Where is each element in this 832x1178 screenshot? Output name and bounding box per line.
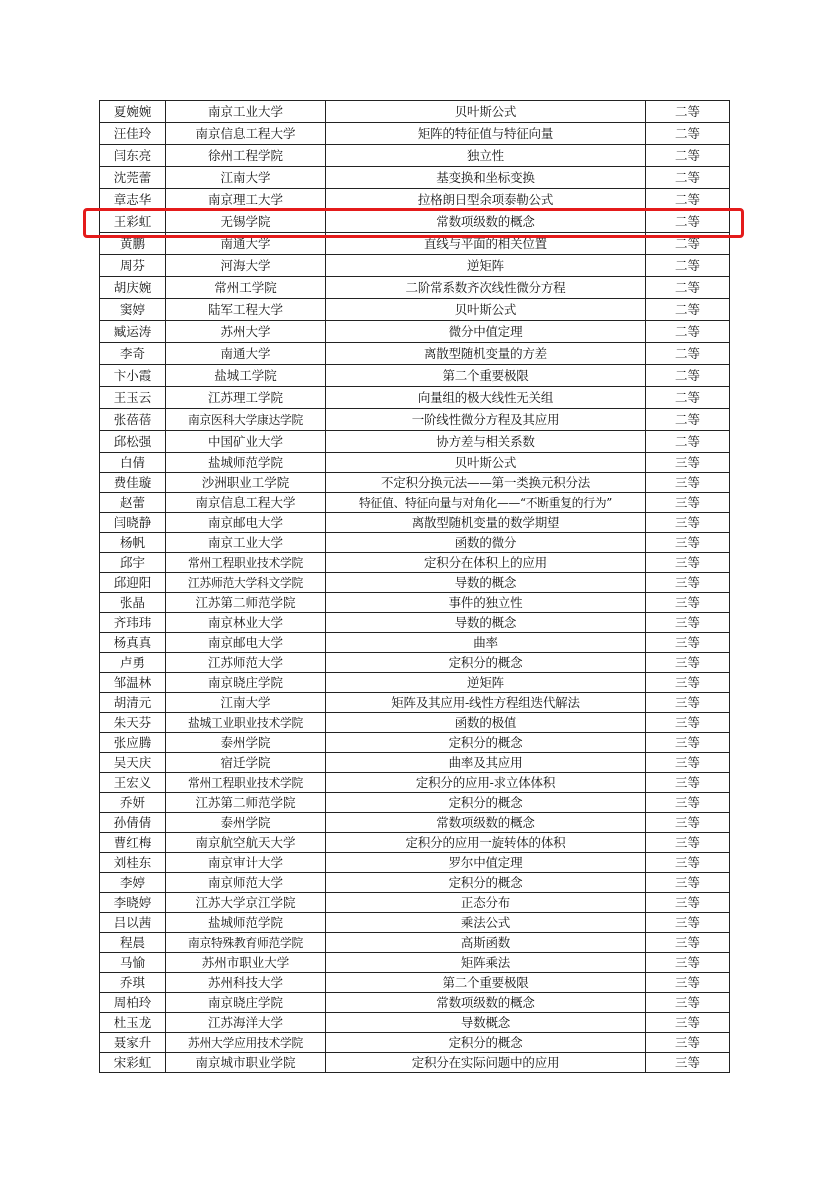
award-cell: 三等 — [646, 653, 730, 673]
school-cell: 江苏第二师范学院 — [166, 593, 326, 613]
name-cell: 闫东亮 — [100, 145, 166, 167]
name-cell: 程晨 — [100, 933, 166, 953]
school-cell: 南京信息工程大学 — [166, 493, 326, 513]
award-cell: 三等 — [646, 633, 730, 653]
school-cell: 苏州市职业大学 — [166, 953, 326, 973]
award-cell: 三等 — [646, 973, 730, 993]
school-cell: 南京晓庄学院 — [166, 993, 326, 1013]
topic-cell: 函数的微分 — [326, 533, 646, 553]
school-cell: 南通大学 — [166, 343, 326, 365]
award-cell: 三等 — [646, 673, 730, 693]
school-cell: 南京特殊教育师范学院 — [166, 933, 326, 953]
school-cell: 南京医科大学康达学院 — [166, 409, 326, 431]
table-row — [100, 913, 730, 933]
table-row — [100, 653, 730, 673]
table-row — [100, 365, 730, 387]
table-row — [100, 833, 730, 853]
award-cell: 三等 — [646, 753, 730, 773]
topic-cell: 基变换和坐标变换 — [326, 167, 646, 189]
table-row — [100, 387, 730, 409]
topic-cell: 定积分的概念 — [326, 653, 646, 673]
award-cell: 三等 — [646, 893, 730, 913]
table-row — [100, 973, 730, 993]
table-row — [100, 613, 730, 633]
school-cell: 河海大学 — [166, 255, 326, 277]
table-row — [100, 593, 730, 613]
topic-cell: 定积分的应用一旋转体的体积 — [326, 833, 646, 853]
topic-cell: 逆矩阵 — [326, 673, 646, 693]
award-cell: 二等 — [646, 365, 730, 387]
topic-cell: 向量组的极大线性无关组 — [326, 387, 646, 409]
name-cell: 杨真真 — [100, 633, 166, 653]
award-cell: 三等 — [646, 733, 730, 753]
topic-cell: 函数的极值 — [326, 713, 646, 733]
school-cell: 宿迁学院 — [166, 753, 326, 773]
name-cell: 李奇 — [100, 343, 166, 365]
table-row — [100, 753, 730, 773]
topic-cell: 矩阵及其应用-线性方程组迭代解法 — [326, 693, 646, 713]
name-cell: 邱迎阳 — [100, 573, 166, 593]
award-cell: 三等 — [646, 813, 730, 833]
award-cell: 三等 — [646, 773, 730, 793]
name-cell: 邱松强 — [100, 431, 166, 453]
school-cell: 泰州学院 — [166, 733, 326, 753]
award-cell: 二等 — [646, 233, 730, 255]
school-cell: 南京林业大学 — [166, 613, 326, 633]
award-results-table — [99, 100, 730, 1073]
table-row — [100, 343, 730, 365]
topic-cell: 导数概念 — [326, 1013, 646, 1033]
school-cell: 中国矿业大学 — [166, 431, 326, 453]
table-row — [100, 713, 730, 733]
award-cell: 三等 — [646, 533, 730, 553]
award-cell: 二等 — [646, 409, 730, 431]
table-row — [100, 123, 730, 145]
school-cell: 盐城师范学院 — [166, 453, 326, 473]
school-cell: 江苏海洋大学 — [166, 1013, 326, 1033]
name-cell: 宋彩虹 — [100, 1053, 166, 1073]
school-cell: 南京工业大学 — [166, 101, 326, 123]
name-cell: 胡清元 — [100, 693, 166, 713]
table-row — [100, 431, 730, 453]
school-cell: 盐城工学院 — [166, 365, 326, 387]
table-row — [100, 773, 730, 793]
table-row — [100, 321, 730, 343]
topic-cell: 一阶线性微分方程及其应用 — [326, 409, 646, 431]
topic-cell: 导数的概念 — [326, 613, 646, 633]
table-row — [100, 1013, 730, 1033]
table-row — [100, 167, 730, 189]
name-cell: 张应腾 — [100, 733, 166, 753]
award-cell: 三等 — [646, 693, 730, 713]
topic-cell: 协方差与相关系数 — [326, 431, 646, 453]
school-cell: 南京晓庄学院 — [166, 673, 326, 693]
award-cell: 三等 — [646, 713, 730, 733]
table-row — [100, 933, 730, 953]
table-row — [100, 145, 730, 167]
award-cell: 二等 — [646, 321, 730, 343]
school-cell: 无锡学院 — [166, 211, 326, 233]
award-cell: 三等 — [646, 953, 730, 973]
table-row — [100, 893, 730, 913]
name-cell: 王宏义 — [100, 773, 166, 793]
table-row — [100, 513, 730, 533]
school-cell: 江苏师范大学 — [166, 653, 326, 673]
topic-cell: 第二个重要极限 — [326, 365, 646, 387]
name-cell: 窦婷 — [100, 299, 166, 321]
table-row — [100, 553, 730, 573]
name-cell: 吴天庆 — [100, 753, 166, 773]
school-cell: 徐州工程学院 — [166, 145, 326, 167]
name-cell: 赵蕾 — [100, 493, 166, 513]
table-row — [100, 233, 730, 255]
name-cell: 闫晓静 — [100, 513, 166, 533]
award-cell: 三等 — [646, 913, 730, 933]
topic-cell: 定积分在实际问题中的应用 — [326, 1053, 646, 1073]
school-cell: 常州工学院 — [166, 277, 326, 299]
name-cell: 王彩虹 — [100, 211, 166, 233]
school-cell: 江南大学 — [166, 167, 326, 189]
name-cell: 朱天芬 — [100, 713, 166, 733]
table-row — [100, 693, 730, 713]
school-cell: 盐城工业职业技术学院 — [166, 713, 326, 733]
table-row — [100, 189, 730, 211]
name-cell: 马愉 — [100, 953, 166, 973]
school-cell: 苏州大学 — [166, 321, 326, 343]
school-cell: 南京信息工程大学 — [166, 123, 326, 145]
topic-cell: 矩阵乘法 — [326, 953, 646, 973]
school-cell: 盐城师范学院 — [166, 913, 326, 933]
topic-cell: 贝叶斯公式 — [326, 101, 646, 123]
award-cell: 二等 — [646, 123, 730, 145]
table-row — [100, 277, 730, 299]
topic-cell: 乘法公式 — [326, 913, 646, 933]
award-cell: 二等 — [646, 431, 730, 453]
school-cell: 泰州学院 — [166, 813, 326, 833]
name-cell: 杜玉龙 — [100, 1013, 166, 1033]
name-cell: 杨帆 — [100, 533, 166, 553]
school-cell: 南通大学 — [166, 233, 326, 255]
name-cell: 张晶 — [100, 593, 166, 613]
award-cell: 三等 — [646, 993, 730, 1013]
topic-cell: 贝叶斯公式 — [326, 453, 646, 473]
topic-cell: 正态分布 — [326, 893, 646, 913]
award-cell: 二等 — [646, 387, 730, 409]
topic-cell: 常数项级数的概念 — [326, 813, 646, 833]
award-cell: 三等 — [646, 873, 730, 893]
award-cell: 三等 — [646, 1013, 730, 1033]
name-cell: 汪佳玲 — [100, 123, 166, 145]
award-cell: 二等 — [646, 167, 730, 189]
table-row — [100, 101, 730, 123]
award-cell: 三等 — [646, 853, 730, 873]
school-cell: 南京航空航天大学 — [166, 833, 326, 853]
topic-cell: 定积分的概念 — [326, 1033, 646, 1053]
topic-cell: 曲率 — [326, 633, 646, 653]
table-row — [100, 1053, 730, 1073]
award-cell: 二等 — [646, 343, 730, 365]
table-row — [100, 793, 730, 813]
award-cell: 三等 — [646, 513, 730, 533]
school-cell: 南京邮电大学 — [166, 513, 326, 533]
table-row — [100, 493, 730, 513]
name-cell: 费佳璇 — [100, 473, 166, 493]
name-cell: 李婷 — [100, 873, 166, 893]
school-cell: 南京理工大学 — [166, 189, 326, 211]
table-row — [100, 409, 730, 431]
table-row — [100, 633, 730, 653]
name-cell: 周柏玲 — [100, 993, 166, 1013]
topic-cell: 离散型随机变量的数学期望 — [326, 513, 646, 533]
table-row — [100, 853, 730, 873]
topic-cell: 定积分的概念 — [326, 793, 646, 813]
topic-cell: 二阶常系数齐次线性微分方程 — [326, 277, 646, 299]
award-cell: 三等 — [646, 833, 730, 853]
award-table-body — [100, 101, 730, 1073]
award-cell: 三等 — [646, 553, 730, 573]
name-cell: 邹温林 — [100, 673, 166, 693]
table-row — [100, 473, 730, 493]
table-row — [100, 813, 730, 833]
name-cell: 卞小霞 — [100, 365, 166, 387]
topic-cell: 事件的独立性 — [326, 593, 646, 613]
name-cell: 夏婉婉 — [100, 101, 166, 123]
topic-cell: 常数项级数的概念 — [326, 211, 646, 233]
topic-cell: 曲率及其应用 — [326, 753, 646, 773]
award-cell: 三等 — [646, 613, 730, 633]
school-cell: 南京邮电大学 — [166, 633, 326, 653]
name-cell: 孙倩倩 — [100, 813, 166, 833]
topic-cell: 常数项级数的概念 — [326, 993, 646, 1013]
school-cell: 南京师范大学 — [166, 873, 326, 893]
topic-cell: 离散型随机变量的方差 — [326, 343, 646, 365]
award-cell: 二等 — [646, 255, 730, 277]
name-cell: 白倩 — [100, 453, 166, 473]
table-row — [100, 299, 730, 321]
award-cell: 三等 — [646, 1053, 730, 1073]
school-cell: 苏州大学应用技术学院 — [166, 1033, 326, 1053]
topic-cell: 直线与平面的相关位置 — [326, 233, 646, 255]
topic-cell: 定积分的应用-求立体体积 — [326, 773, 646, 793]
table-row — [100, 573, 730, 593]
name-cell: 沈莞蕾 — [100, 167, 166, 189]
name-cell: 齐玮玮 — [100, 613, 166, 633]
topic-cell: 拉格朗日型余项泰勒公式 — [326, 189, 646, 211]
school-cell: 江苏大学京江学院 — [166, 893, 326, 913]
topic-cell: 定积分在体积上的应用 — [326, 553, 646, 573]
award-cell: 三等 — [646, 1033, 730, 1053]
school-cell: 常州工程职业技术学院 — [166, 553, 326, 573]
school-cell: 陆军工程大学 — [166, 299, 326, 321]
topic-cell: 微分中值定理 — [326, 321, 646, 343]
school-cell: 江苏师范大学科文学院 — [166, 573, 326, 593]
award-cell: 三等 — [646, 493, 730, 513]
topic-cell: 不定积分换元法——第一类换元积分法 — [326, 473, 646, 493]
topic-cell: 定积分的概念 — [326, 873, 646, 893]
table-row — [100, 953, 730, 973]
award-cell: 三等 — [646, 473, 730, 493]
school-cell: 南京审计大学 — [166, 853, 326, 873]
award-cell: 二等 — [646, 211, 730, 233]
award-cell: 二等 — [646, 145, 730, 167]
award-cell: 二等 — [646, 189, 730, 211]
topic-cell: 特征值、特征向量与对角化——“不断重复的行为” — [326, 493, 646, 513]
name-cell: 邱宇 — [100, 553, 166, 573]
school-cell: 南京城市职业学院 — [166, 1053, 326, 1073]
award-cell: 三等 — [646, 573, 730, 593]
topic-cell: 矩阵的特征值与特征向量 — [326, 123, 646, 145]
table-row-highlighted — [100, 211, 730, 233]
name-cell: 卢勇 — [100, 653, 166, 673]
name-cell: 乔琪 — [100, 973, 166, 993]
name-cell: 黄鹏 — [100, 233, 166, 255]
name-cell: 胡庆婉 — [100, 277, 166, 299]
name-cell: 吕以茜 — [100, 913, 166, 933]
school-cell: 南京工业大学 — [166, 533, 326, 553]
award-cell: 二等 — [646, 277, 730, 299]
table-row — [100, 673, 730, 693]
award-cell: 二等 — [646, 299, 730, 321]
name-cell: 刘桂东 — [100, 853, 166, 873]
school-cell: 江南大学 — [166, 693, 326, 713]
table-row — [100, 873, 730, 893]
topic-cell: 高斯函数 — [326, 933, 646, 953]
name-cell: 聂家升 — [100, 1033, 166, 1053]
name-cell: 周芬 — [100, 255, 166, 277]
award-cell: 二等 — [646, 101, 730, 123]
school-cell: 江苏第二师范学院 — [166, 793, 326, 813]
school-cell: 苏州科技大学 — [166, 973, 326, 993]
table-row — [100, 453, 730, 473]
school-cell: 江苏理工学院 — [166, 387, 326, 409]
topic-cell: 逆矩阵 — [326, 255, 646, 277]
topic-cell: 罗尔中值定理 — [326, 853, 646, 873]
topic-cell: 贝叶斯公式 — [326, 299, 646, 321]
topic-cell: 导数的概念 — [326, 573, 646, 593]
table-row — [100, 255, 730, 277]
name-cell: 乔妍 — [100, 793, 166, 813]
school-cell: 常州工程职业技术学院 — [166, 773, 326, 793]
award-cell: 三等 — [646, 793, 730, 813]
table-row — [100, 733, 730, 753]
name-cell: 臧运涛 — [100, 321, 166, 343]
topic-cell: 第二个重要极限 — [326, 973, 646, 993]
name-cell: 章志华 — [100, 189, 166, 211]
name-cell: 曹红梅 — [100, 833, 166, 853]
school-cell: 沙洲职业工学院 — [166, 473, 326, 493]
award-cell: 三等 — [646, 593, 730, 613]
table-row — [100, 1033, 730, 1053]
name-cell: 王玉云 — [100, 387, 166, 409]
award-cell: 三等 — [646, 453, 730, 473]
name-cell: 李晓婷 — [100, 893, 166, 913]
topic-cell: 定积分的概念 — [326, 733, 646, 753]
table-row — [100, 993, 730, 1013]
name-cell: 张蓓蓓 — [100, 409, 166, 431]
award-cell: 三等 — [646, 933, 730, 953]
table-row — [100, 533, 730, 553]
topic-cell: 独立性 — [326, 145, 646, 167]
